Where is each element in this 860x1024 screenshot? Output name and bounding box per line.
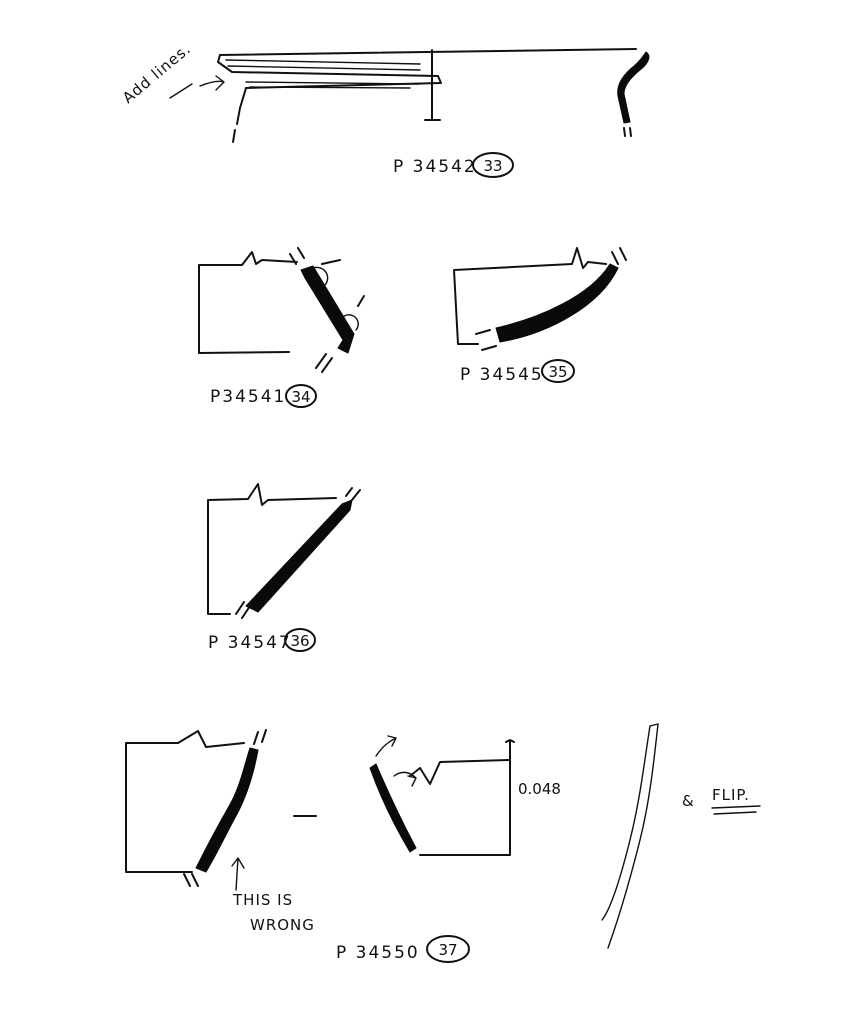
catalog-number-35: 35 (548, 363, 568, 381)
drawing-35 (454, 248, 626, 385)
drawing-37 (126, 724, 760, 963)
drawing-33 (119, 40, 649, 177)
rim-section-profile (618, 52, 649, 123)
catalog-number-37: 37 (438, 941, 458, 959)
rim-outline (218, 49, 636, 142)
catalog-number-34: 34 (291, 388, 311, 406)
sherd-outline-37-left (126, 731, 244, 872)
drawing-34 (199, 248, 364, 407)
sherd-section-profile-37-left (196, 748, 258, 872)
catalog-label-37: P 34550 (336, 943, 420, 963)
sherd-outline-37-middle (410, 740, 514, 855)
drawing-36 (208, 484, 360, 653)
catalog-number-36: 36 (290, 632, 310, 650)
note-add-lines (119, 40, 224, 107)
catalog-label-33: P 34542 (393, 157, 477, 177)
sherd-section-profile-35 (496, 264, 618, 342)
note-text: Add lines. (119, 39, 195, 108)
sherd-outline-34 (199, 252, 297, 353)
break-marks-33 (624, 128, 631, 136)
note-flip: FLIP. (712, 786, 750, 804)
note-ampersand: & (682, 792, 695, 810)
note-wrong: WRONG (250, 916, 315, 934)
note-flip-underline (712, 806, 760, 814)
catalog-label-36: P 34547 (208, 633, 292, 653)
arrow-wrong (232, 858, 244, 890)
catalog-label-35: P 34545 (460, 365, 544, 385)
catalog-label-34: P34541 (210, 387, 287, 407)
sherd-section-profile-37-middle (370, 764, 416, 852)
note-arrow (170, 76, 224, 98)
sherd-section-profile-36 (246, 500, 352, 612)
long-profile-right (602, 724, 658, 948)
catalog-number-33: 33 (483, 157, 503, 175)
note-this-is: THIS IS (233, 891, 294, 909)
measure-value: 0.048 (518, 780, 561, 798)
